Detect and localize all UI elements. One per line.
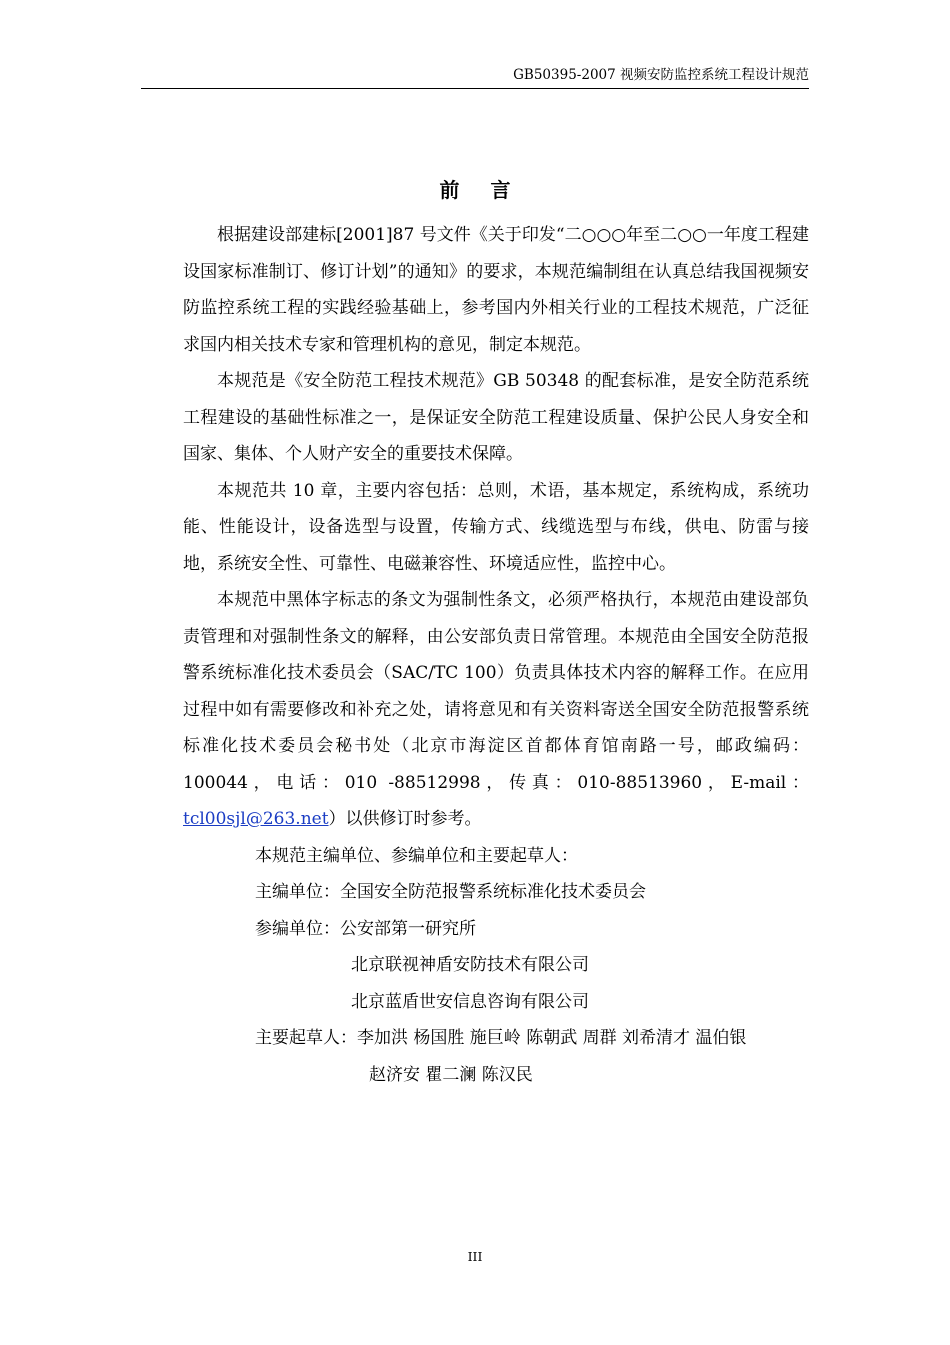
participating-unit-1: 参编单位：公安部第一研究所 <box>255 918 476 939</box>
participating-unit-3: 北京蓝盾世安信息咨询有限公司 <box>351 991 589 1012</box>
email-link[interactable]: tcl00sjl@263.net <box>183 809 329 829</box>
paragraph-management <box>183 582 809 838</box>
paragraph-2: 本规范是《安全防范工程技术规范》GB 50348 的配套标准，是安全防范系统工程建设的基础性标准之一，是保证安全防范工程建设质量、保护公民人身安全和国家、集体、个人财产安全的重要技术保障。 <box>183 371 809 464</box>
editors-intro: 本规范主编单位、参编单位和主要起草人： <box>255 845 578 866</box>
page-header <box>141 66 809 89</box>
header-title: GB50395-2007 视频安防监控系统工程设计规范 <box>513 67 809 83</box>
participating-unit-2: 北京联视神盾安防技术有限公司 <box>351 955 589 975</box>
management-suffix: ）以供修订时参考。 <box>328 809 482 829</box>
drafters-line-2: 赵济安 瞿二澜 陈汉民 <box>369 1064 533 1085</box>
paragraph-1: 根据建设部建标[2001]87 号文件《关于印发“二○○○年至二○○一年度工程建设国家标准制订、修订计划”的通知》的要求，本规范编制组在认真总结我国视频安防监控系统工程的实践经验基础上，参考国内外相关行业的工程技术规范，广泛征求国内相关技术专家和管理机构的意见，制定本规范。 <box>183 225 809 355</box>
page-number: III <box>467 1249 483 1264</box>
document-body <box>183 217 809 1093</box>
page-title: 前 言 <box>439 178 523 202</box>
chief-editor-unit: 主编单位：全国安全防范报警系统标准化技术委员会 <box>255 882 646 902</box>
management-text: 本规范中黑体字标志的条文为强制性条文，必须严格执行，本规范由建设部负责管理和对强制性条文的解释，由公安部负责日常管理。本规范由全国安全防范报警系统标准化技术委员会（SAC/TC 100）负责具体技术内容的解释工作。在应用过程中如有需要修改和补充之处，请将意见和有关资料寄送全国安全防范报警系统标准化技术委员会秘书处（北京市海淀区首都体育馆南路一号，邮政编码：100044，电话：010 -88512998，传真：010-88513960，E-mail： <box>183 590 809 793</box>
paragraph-3: 本规范共 10 章，主要内容包括：总则，术语，基本规定，系统构成，系统功能、性能设计，设备选型与设置，传输方式、线缆选型与布线，供电、防雷与接地，系统安全性、可靠性、电磁兼容性、环境适应性，监控中心。 <box>183 480 809 574</box>
drafters-line-1: 主要起草人：李加洪 杨国胜 施巨岭 陈朝武 周群 刘希清才 温伯银 <box>255 1028 747 1048</box>
